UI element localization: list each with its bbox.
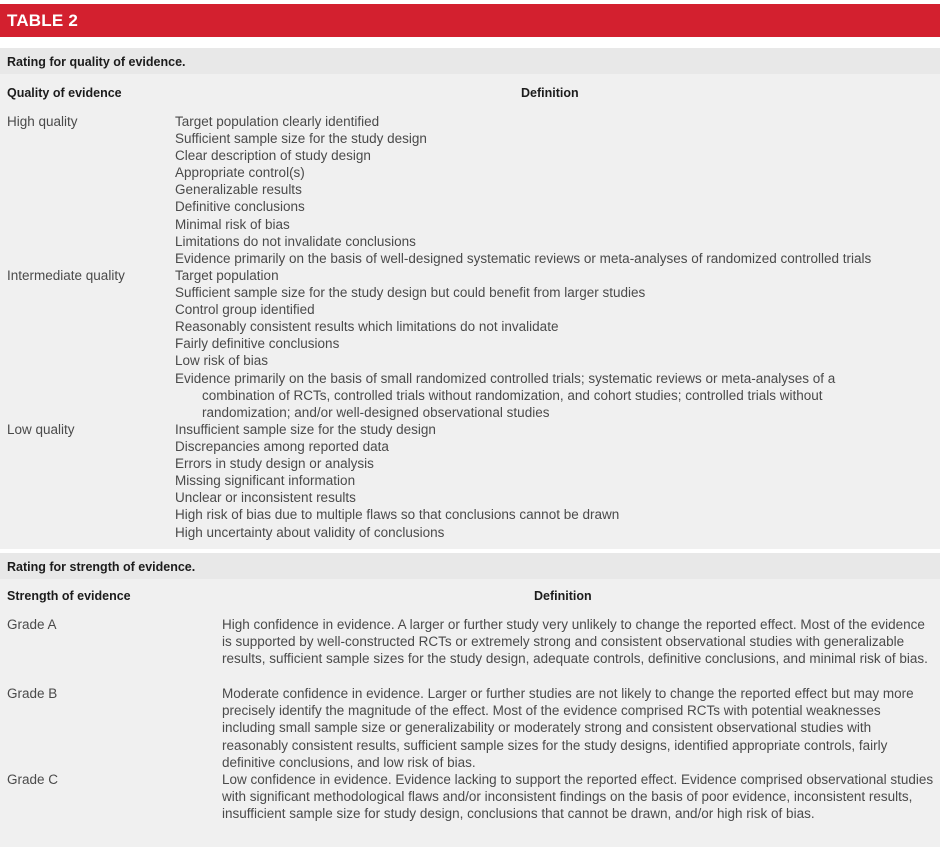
strength-row-label-grade-a: Grade A <box>7 617 57 632</box>
quality-row-label-intermediate: Intermediate quality <box>7 268 125 283</box>
strength-definition-grade-a: High confidence in evidence. A larger or further study very unlikely to change the reported effect. Most of the evidence is supported by well-constructed RCTs or extremely strong and consistent observational studies with generalizable results, sufficient sample sizes for the study design, adequate controls, definitive conclusions, and minimal risk of bias. <box>222 617 928 667</box>
list-item: Control group identified <box>175 302 315 318</box>
list-item-continuation: combination of RCTs, controlled trials without randomization, and cohort studies; controlled trials without <box>202 387 823 403</box>
quality-row-label-high: High quality <box>7 114 78 129</box>
strength-row-label-grade-c: Grade C <box>7 772 59 787</box>
quality-definition-column-header: Definition <box>521 86 579 100</box>
list-item: Sufficient sample size for the study design but could benefit from larger studies <box>175 285 646 301</box>
list-item: Generalizable results <box>175 182 302 198</box>
quality-definition-intermediate <box>175 267 835 421</box>
strength-section-header: Rating for strength of evidence. <box>0 553 940 579</box>
list-item: Limitations do not invalidate conclusions <box>175 233 416 249</box>
strength-definition-column-header: Definition <box>534 589 592 603</box>
list-item: Fairly definitive conclusions <box>175 336 340 352</box>
strength-column-header: Strength of evidence <box>7 589 131 603</box>
quality-row-label-low: Low quality <box>7 422 75 437</box>
list-item: Unclear or inconsistent results <box>175 490 356 506</box>
strength-section-body <box>0 579 940 847</box>
list-item: Target population <box>175 268 279 283</box>
list-item: Insufficient sample size for the study design <box>175 422 436 437</box>
quality-column-header: Quality of evidence <box>7 86 122 100</box>
list-item: High uncertainty about validity of conclusions <box>175 524 445 540</box>
list-item: Missing significant information <box>175 473 356 489</box>
list-item: Evidence primarily on the basis of well-designed systematic reviews or meta-analyses of randomized controlled trials <box>175 250 872 266</box>
list-item: High risk of bias due to multiple flaws so that conclusions cannot be drawn <box>175 507 620 523</box>
list-item: Minimal risk of bias <box>175 216 290 232</box>
list-item: Sufficient sample size for the study design <box>175 131 427 147</box>
strength-definition-grade-c: Low confidence in evidence. Evidence lacking to support the reported effect. Evidence comprised observational studies with significant methodological flaws and/or inconsistent findings on the basis of poor evidence, inconsistent results, insufficient sample size for study design, conclusions that cannot be drawn, and/or high risk of bias. <box>222 772 934 822</box>
table-title: TABLE 2 <box>0 4 940 37</box>
quality-definition-high <box>175 113 871 267</box>
list-item-continuation: randomization; and/or well-designed observational studies <box>202 404 550 420</box>
list-item: Target population clearly identified <box>175 114 380 129</box>
quality-definition-low <box>175 421 619 541</box>
list-item: Low risk of bias <box>175 353 269 369</box>
list-item: Definitive conclusions <box>175 199 305 215</box>
strength-row-label-grade-b: Grade B <box>7 686 58 701</box>
list-item: Discrepancies among reported data <box>175 439 389 455</box>
quality-section-header: Rating for quality of evidence. <box>0 48 940 74</box>
spacer <box>0 37 940 47</box>
quality-section-body <box>0 74 940 549</box>
list-item: Appropriate control(s) <box>175 165 305 181</box>
list-item: Reasonably consistent results which limitations do not invalidate <box>175 319 559 335</box>
strength-definition-grade-b: Moderate confidence in evidence. Larger or further studies are not likely to change the reported effect but may more precisely identify the magnitude of the effect. Most of the evidence comprised RCTs with potential weaknesses including small sample size or generalizability or moderately strong and consistent observational studies with reasonably consistent results, sufficient sample sizes for the study designs, identified appropriate controls, fairly definitive conclusions, and low risk of bias. <box>222 686 914 770</box>
list-item: Clear description of study design <box>175 148 371 164</box>
list-item: Evidence primarily on the basis of small randomized controlled trials; systematic reviews or meta-analyses of a <box>175 370 836 386</box>
list-item: Errors in study design or analysis <box>175 456 374 472</box>
